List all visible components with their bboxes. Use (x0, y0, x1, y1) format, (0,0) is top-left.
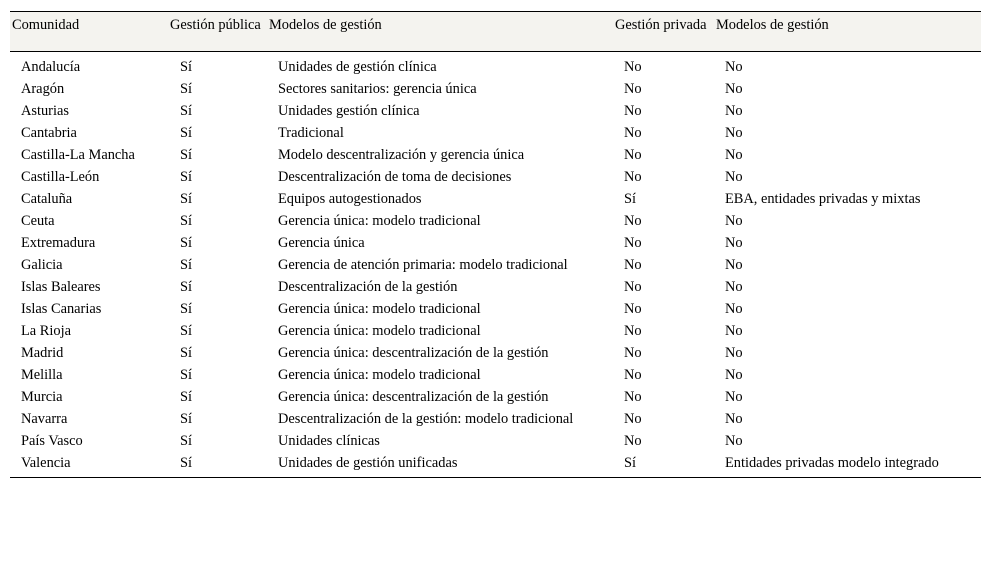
gestion-privada-cell: No (624, 367, 642, 383)
table-header (10, 12, 981, 52)
gestion-privada-cell: No (624, 345, 642, 361)
table-row (10, 100, 981, 122)
comunidad-cell: Galicia (21, 257, 63, 273)
modelo-privado-cell: No (725, 59, 743, 75)
modelo-privado-cell: No (725, 389, 743, 405)
modelo-publico-cell: Gerencia única: descentralización de la gestión (278, 389, 549, 405)
modelo-publico-cell: Descentralización de toma de decisiones (278, 169, 512, 185)
table-row (10, 144, 981, 166)
gestion-publica-cell: Sí (180, 235, 193, 251)
modelo-publico-cell: Unidades de gestión unificadas (278, 455, 458, 471)
gestion-publica-cell: Sí (180, 301, 193, 317)
gestion-privada-cell: No (624, 235, 642, 251)
table-row (10, 254, 981, 276)
comunidad-cell: Islas Canarias (21, 301, 102, 317)
gestion-publica-cell: Sí (180, 81, 193, 97)
table-row (10, 386, 981, 408)
table-row (10, 342, 981, 364)
gestion-privada-cell: No (624, 103, 642, 119)
comunidad-cell: Murcia (21, 389, 63, 405)
comunidad-cell: Andalucía (21, 59, 81, 75)
gestion-publica-cell: Sí (180, 389, 193, 405)
comunidad-cell: Extremadura (21, 235, 96, 251)
comunidad-cell: Navarra (21, 411, 68, 427)
table-row (10, 232, 981, 254)
modelo-publico-cell: Gerencia única: modelo tradicional (278, 301, 481, 317)
modelo-privado-cell: No (725, 345, 743, 361)
table-row (10, 166, 981, 188)
table-row (10, 320, 981, 342)
modelo-publico-cell: Modelo descentralización y gerencia única (278, 147, 525, 163)
comunidad-cell: Melilla (21, 367, 63, 383)
gestion-publica-cell: Sí (180, 169, 193, 185)
gestion-privada-cell: No (624, 411, 642, 427)
gestion-publica-cell: Sí (180, 191, 193, 207)
modelo-privado-cell: No (725, 367, 743, 383)
header-row (10, 12, 981, 52)
comunidad-cell: Aragón (21, 81, 65, 97)
management-models-table (10, 11, 981, 478)
comunidad-cell: Islas Baleares (21, 279, 101, 295)
modelo-publico-cell: Unidades de gestión clínica (278, 59, 437, 75)
gestion-privada-cell: No (624, 59, 642, 75)
gestion-privada-cell: No (624, 433, 642, 449)
modelo-publico-cell: Gerencia única: descentralización de la gestión (278, 345, 549, 361)
gestion-publica-cell: Sí (180, 213, 193, 229)
gestion-privada-cell: No (624, 301, 642, 317)
gestion-privada-cell: No (624, 147, 642, 163)
comunidad-cell: Asturias (21, 103, 69, 119)
management-models-table-container (10, 11, 981, 478)
gestion-privada-cell: No (624, 257, 642, 273)
header-gestion-privada: Gestión privada (615, 17, 707, 33)
modelo-privado-cell: No (725, 433, 743, 449)
header-modelos-gestion-publica: Modelos de gestión (269, 17, 382, 33)
modelo-publico-cell: Descentralización de la gestión (278, 279, 458, 295)
modelo-privado-cell: No (725, 323, 743, 339)
gestion-privada-cell: No (624, 169, 642, 185)
modelo-publico-cell: Gerencia única (278, 235, 365, 251)
comunidad-cell: Castilla-León (21, 169, 100, 185)
header-modelos-gestion-privada: Modelos de gestión (716, 17, 829, 33)
table-row (10, 298, 981, 320)
modelo-publico-cell: Gerencia única: modelo tradicional (278, 213, 481, 229)
gestion-privada-cell: No (624, 279, 642, 295)
modelo-publico-cell: Gerencia única: modelo tradicional (278, 367, 481, 383)
gestion-publica-cell: Sí (180, 147, 193, 163)
modelo-privado-cell: No (725, 125, 743, 141)
header-gestion-publica: Gestión pública (170, 17, 261, 33)
modelo-privado-cell: No (725, 169, 743, 185)
comunidad-cell: Madrid (21, 345, 64, 361)
gestion-privada-cell: No (624, 81, 642, 97)
gestion-publica-cell: Sí (180, 323, 193, 339)
gestion-privada-cell: No (624, 125, 642, 141)
modelo-privado-cell: No (725, 147, 743, 163)
modelo-privado-cell: No (725, 213, 743, 229)
comunidad-cell: Valencia (21, 455, 71, 471)
table-row (10, 452, 981, 478)
comunidad-cell: Ceuta (21, 213, 55, 229)
modelo-publico-cell: Gerencia única: modelo tradicional (278, 323, 481, 339)
modelo-publico-cell: Sectores sanitarios: gerencia única (278, 81, 477, 97)
modelo-privado-cell: No (725, 235, 743, 251)
comunidad-cell: Cantabria (21, 125, 77, 141)
comunidad-cell: La Rioja (21, 323, 71, 339)
table-row (10, 276, 981, 298)
modelo-privado-cell: No (725, 411, 743, 427)
comunidad-cell: Cataluña (21, 191, 73, 207)
modelo-publico-cell: Unidades gestión clínica (278, 103, 420, 119)
table-row (10, 364, 981, 386)
table-row (10, 188, 981, 210)
gestion-publica-cell: Sí (180, 367, 193, 383)
table-row (10, 52, 981, 79)
modelo-publico-cell: Unidades clínicas (278, 433, 380, 449)
gestion-publica-cell: Sí (180, 279, 193, 295)
modelo-privado-cell: No (725, 301, 743, 317)
modelo-publico-cell: Tradicional (278, 125, 344, 141)
table-row (10, 408, 981, 430)
gestion-privada-cell: Sí (624, 191, 637, 207)
table-body (10, 52, 981, 478)
table-row (10, 430, 981, 452)
gestion-publica-cell: Sí (180, 125, 193, 141)
table-row (10, 78, 981, 100)
modelo-privado-cell: No (725, 279, 743, 295)
table-row (10, 122, 981, 144)
modelo-publico-cell: Equipos autogestionados (278, 191, 422, 207)
modelo-privado-cell: No (725, 257, 743, 273)
gestion-publica-cell: Sí (180, 433, 193, 449)
modelo-privado-cell: EBA, entidades privadas y mixtas (725, 191, 921, 207)
gestion-publica-cell: Sí (180, 411, 193, 427)
gestion-privada-cell: No (624, 323, 642, 339)
modelo-privado-cell: Entidades privadas modelo integrado (725, 455, 939, 471)
comunidad-cell: País Vasco (21, 433, 83, 449)
gestion-publica-cell: Sí (180, 345, 193, 361)
gestion-publica-cell: Sí (180, 257, 193, 273)
modelo-publico-cell: Descentralización de la gestión: modelo tradicional (278, 411, 574, 427)
gestion-privada-cell: Sí (624, 455, 637, 471)
gestion-publica-cell: Sí (180, 455, 193, 471)
modelo-privado-cell: No (725, 81, 743, 97)
modelo-publico-cell: Gerencia de atención primaria: modelo tradicional (278, 257, 568, 273)
table-row (10, 210, 981, 232)
gestion-publica-cell: Sí (180, 103, 193, 119)
gestion-privada-cell: No (624, 389, 642, 405)
header-comunidad: Comunidad (12, 17, 80, 33)
comunidad-cell: Castilla-La Mancha (21, 147, 135, 163)
modelo-privado-cell: No (725, 103, 743, 119)
gestion-privada-cell: No (624, 213, 642, 229)
gestion-publica-cell: Sí (180, 59, 193, 75)
